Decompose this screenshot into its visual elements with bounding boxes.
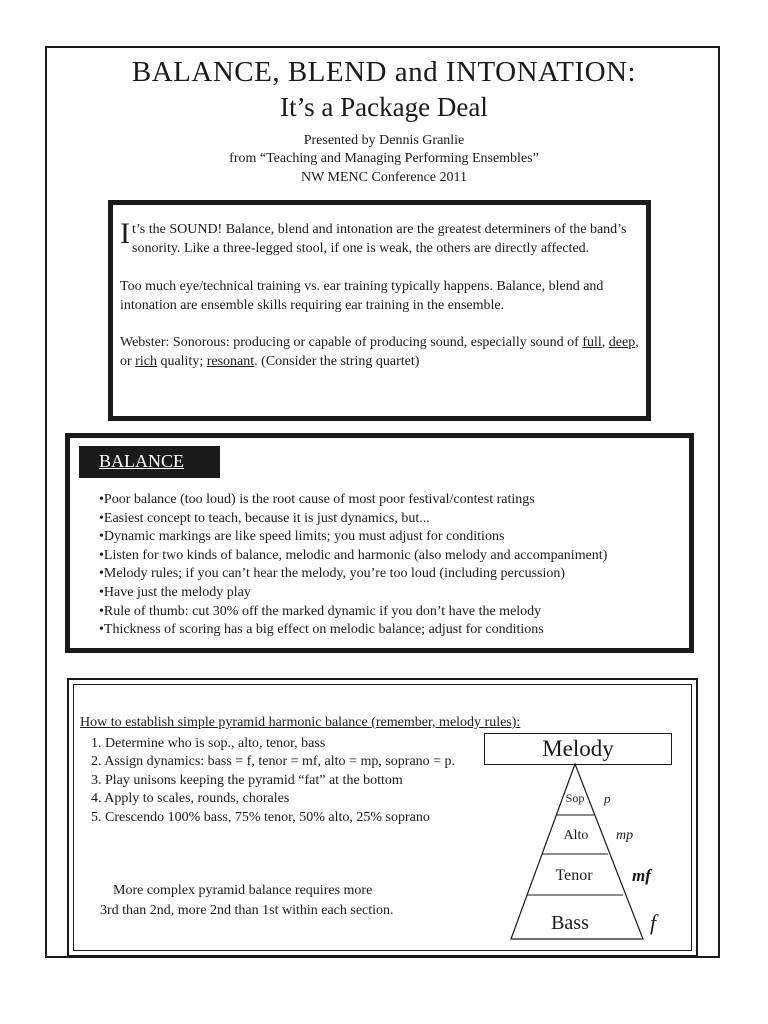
page-title: BALANCE, BLEND and INTONATION:: [131, 56, 637, 88]
melody-box: Melody: [484, 733, 672, 765]
word-rich: rich: [135, 354, 157, 369]
pyramid-step: 5. Crescendo 100% bass, 75% tenor, 50% alto, 25% soprano: [91, 809, 430, 825]
sep-1: ,: [601, 335, 609, 350]
pyramid-label-alto: Alto: [563, 828, 589, 843]
word-full: full: [582, 335, 602, 350]
complex-balance-note-line-2: 3rd than 2nd, more 2nd than 1st within each section.: [100, 903, 394, 918]
pyramid-label-tenor: Tenor: [555, 867, 593, 884]
pyramid-section-heading: How to establish simple pyramid harmonic balance (remember, melody rules):: [80, 715, 521, 730]
pyramid-step: 1. Determine who is sop., alto, tenor, bass: [91, 736, 326, 751]
dynamic-mp: mp: [616, 828, 634, 843]
conference-line: NW MENC Conference 2011: [300, 170, 468, 185]
intro-paragraph-3: [120, 333, 640, 371]
intro-paragraph-2: Too much eye/technical training vs. ear training typically happens. Balance, blend and intonation are ensemble skills requiring ear training in the ensemble.: [120, 279, 604, 313]
sep-2: , or: [120, 335, 639, 369]
word-deep: deep: [608, 335, 636, 350]
drop-cap: I: [120, 217, 130, 250]
complex-balance-note-line-1: More complex pyramid balance requires more: [113, 883, 373, 898]
balance-bullet: •Dynamic markings are like speed limits; you must adjust for conditions: [99, 529, 505, 545]
dynamic-f: f: [650, 910, 657, 935]
balance-bullet: •Poor balance (too loud) is the root cause of most poor festival/contest ratings: [99, 492, 535, 507]
sep-4: . (Consider the string quartet): [254, 354, 420, 369]
balance-heading: BALANCE: [99, 451, 184, 471]
balance-bullet-list: [99, 491, 607, 640]
pyramid-step: 2. Assign dynamics: bass = f, tenor = mf, alto = mp, soprano = p.: [91, 754, 456, 770]
balance-bullet: •Rule of thumb: cut 30% off the marked dynamic if you don’t have the melody: [99, 603, 542, 619]
sep-3: quality;: [156, 354, 207, 369]
webster-text: Webster: Sonorous: producing or capable of producing sound, especially sound of: [120, 335, 583, 350]
pyramid-label-bass: Bass: [551, 912, 589, 934]
dynamic-p: p: [604, 791, 611, 806]
balance-heading-tab: [79, 446, 220, 478]
balance-bullet: •Melody rules; if you can’t hear the melody, you’re too loud (including percussion): [99, 566, 566, 582]
pyramid-steps-list: [91, 735, 455, 827]
word-resonant: resonant: [206, 354, 255, 369]
balance-bullet: •Have just the melody play: [99, 584, 251, 600]
dynamic-mf: mf: [632, 866, 651, 885]
pyramid-label-sop: Sop: [565, 791, 585, 805]
pyramid-step: 3. Play unisons keeping the pyramid “fat” at the bottom: [91, 772, 403, 788]
intro-paragraph-1: [120, 217, 640, 258]
intro-paragraph-1-text: t’s the SOUND! Balance, blend and intonation are the greatest determiners of the band’s sonority. Like a three-legged stool, if one is weak, the others are directly affected.: [132, 222, 627, 256]
pyramid-step: 4. Apply to scales, rounds, chorales: [91, 791, 290, 807]
presenter-line: Presented by Dennis Granlie: [303, 133, 465, 148]
page-subtitle: It’s a Package Deal: [280, 92, 488, 122]
balance-bullet: •Thickness of scoring has a big effect on melodic balance; adjust for conditions: [99, 622, 544, 638]
balance-bullet: •Listen for two kinds of balance, melodic and harmonic (also melody and accompaniment): [99, 547, 608, 563]
source-line: from “Teaching and Managing Performing Ensembles”: [229, 151, 539, 166]
balance-bullet: •Easiest concept to teach, because it is just dynamics, but...: [99, 510, 430, 526]
